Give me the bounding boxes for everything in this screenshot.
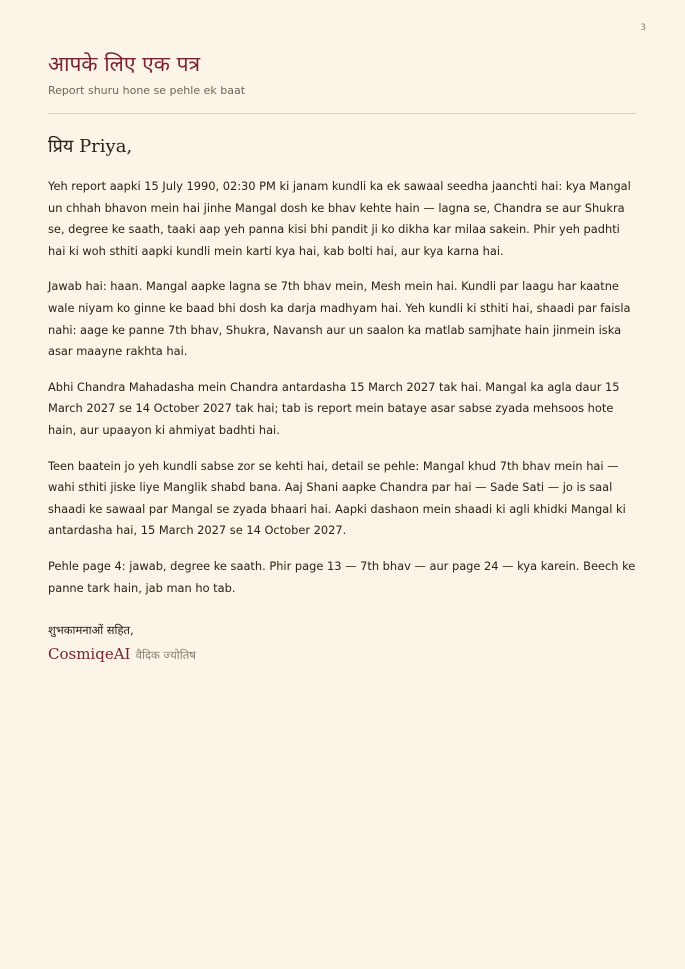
brand-name: CosmiqeAI bbox=[48, 645, 131, 664]
letter-paragraph: Pehle page 4: jawab, degree ke saath. Phir page 13 — 7th bhav — aur page 24 — kya karein. Beech ke panne tark hain, jab man ho tab. bbox=[48, 558, 636, 595]
header-divider bbox=[48, 113, 636, 114]
letter-paragraph: Abhi Chandra Mahadasha mein Chandra antardasha 15 March 2027 tak hai. Mangal ka agla daur 15 March 2027 se 14 October 2027 tak hai; tab is report mein bataye asar sabse zyada mehsoos hote hain, aur upaayon ki ahmiyat badhti hai. bbox=[48, 379, 620, 437]
letter-salutation: प्रिय Priya, bbox=[48, 136, 133, 157]
letter-paragraph: Teen baatein jo yeh kundli sabse zor se kehti hai, detail se pehle: Mangal khud 7th bhav mein hai — wahi sthiti jiske liye Manglik shabd bana. Aaj Shani aapke Chandra par hai — Sade Sati — jo is saal shaadi ke sawaal par Mangal se zyada bhaari hai. Aapki dashaon mein shaadi ki agli khidki Mangal ki antardasha hai, 15 March 2027 se 14 October 2027. bbox=[48, 458, 626, 538]
brand-tagline: वैदिक ज्योतिष bbox=[135, 648, 196, 663]
page-subtitle: Report shuru hone se pehle ek baat bbox=[48, 84, 246, 97]
letter-paragraph: Yeh report aapki 15 July 1990, 02:30 PM ki janam kundli ka ek sawaal seedha jaanchti hai: kya Mangal un chhah bhavon mein hai jinhe Mangal dosh ke bhav kehte hain — lagna se, Chandra se aur Shukra se, degree ke saath, taaki aap yeh panna kisi bhi pandit ji ko dikha kar milaa sakein. Phir yeh padhti hai ki woh sthiti aapki kundli mein karti kya hai, kab bolti hai, aur kya karna hai. bbox=[48, 179, 631, 258]
letter-page bbox=[48, 50, 636, 666]
letter-paragraph: Jawab hai: haan. Mangal aapke lagna se 7th bhav mein, Mesh mein hai. Kundli par laagu har kaatne wale niyam ko ginne ke baad bhi dosh ka darja madhyam hai. Yeh kundli ki sthiti hai, shaadi par faisla nahi: aage ke panne 7th bhav, Shukra, Navansh aur un saalon ka matlab samjhate hain jinmein iska asar maayne rakhta hai. bbox=[48, 279, 631, 359]
letter-closing: शुभकामनाओं सहित, bbox=[48, 623, 134, 638]
letter-signature bbox=[48, 643, 636, 666]
page-title: आपके लिए एक पत्र bbox=[48, 52, 201, 76]
page-number: 3 bbox=[640, 23, 646, 33]
